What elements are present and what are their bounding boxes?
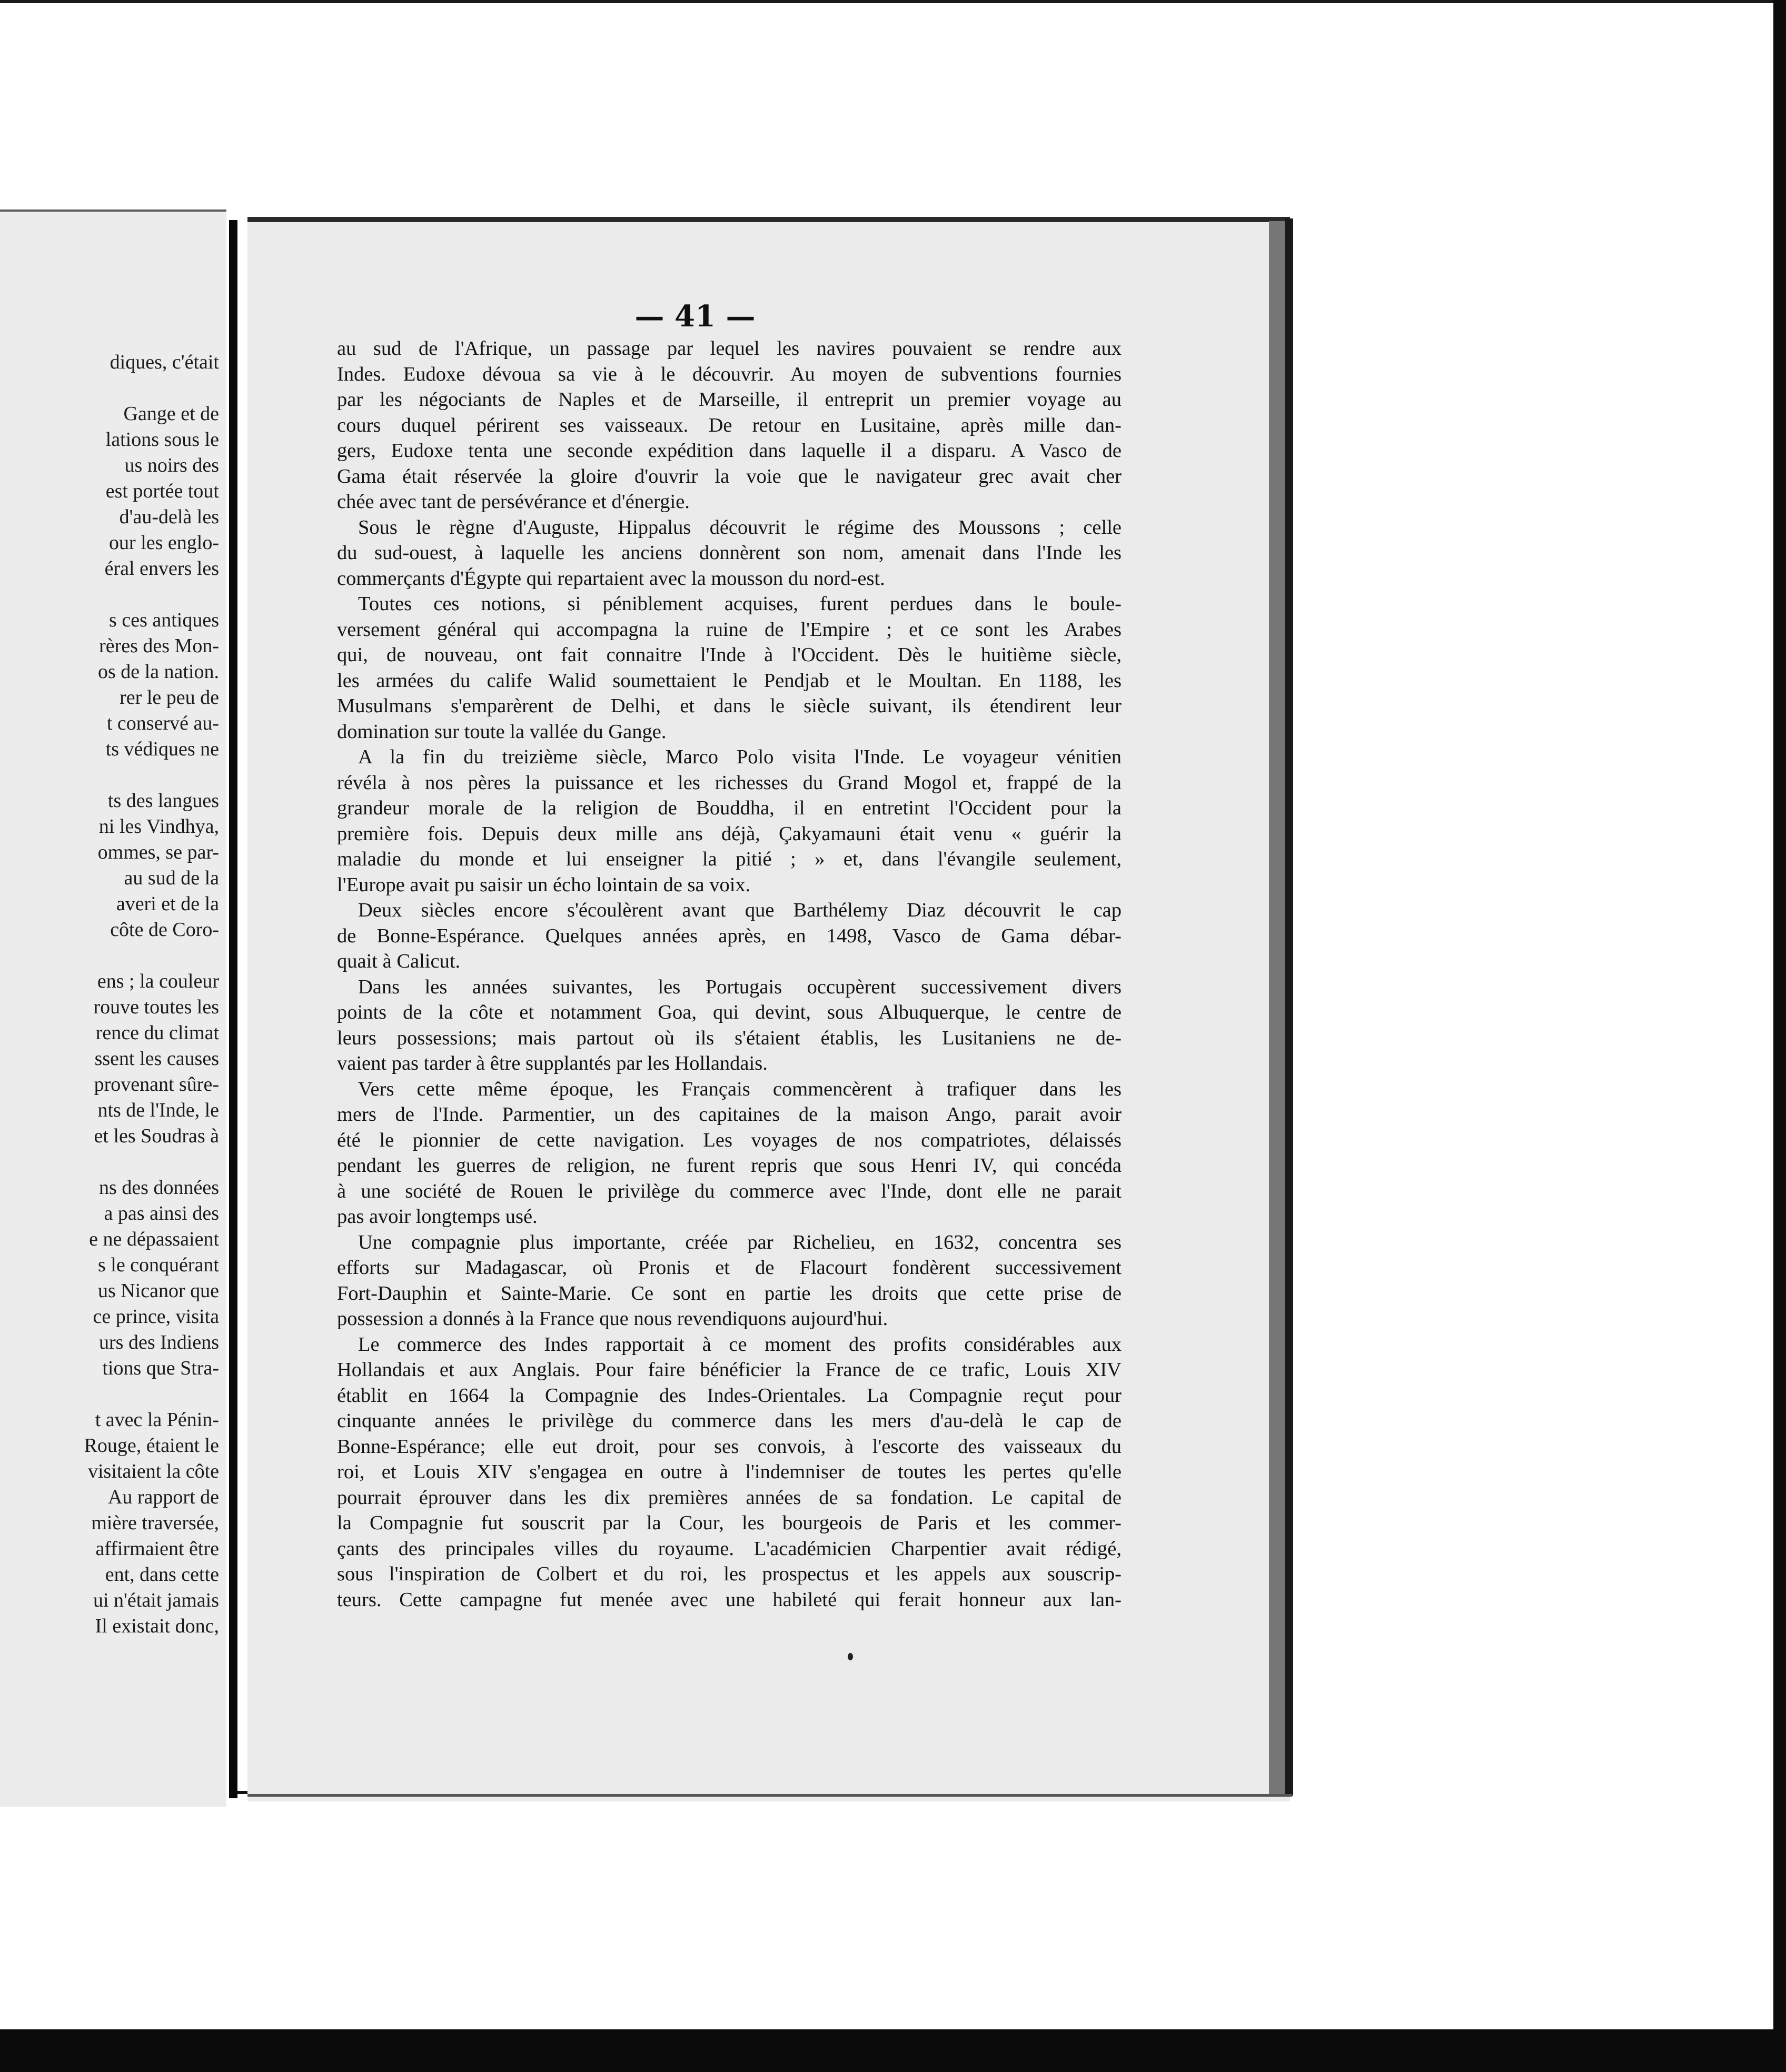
previous-page-line: ommes, se par- [97, 841, 219, 863]
previous-page-line: au sud de la [124, 867, 219, 889]
body-line: les armées du calife Walid soumettaient le Pendjab et le Moultan. En 1188, les [337, 669, 1122, 692]
previous-page-line: affirmaient être [95, 1538, 219, 1560]
previous-page-line [0, 582, 219, 607]
previous-page-line: urs des Indiens [99, 1331, 219, 1353]
previous-page-line: éral envers les [104, 557, 219, 580]
previous-page-line: t avec la Pénin- [95, 1409, 219, 1431]
binding-gutter-line [229, 220, 237, 1798]
previous-page-line: d'au-delà les [119, 506, 219, 528]
body-line: Bonne-Espérance; elle eut droit, pour ses convois, à l'escorte des vaisseaux du [337, 1435, 1122, 1458]
body-line: mers de l'Inde. Parmentier, un des capitaines de la maison Ango, parait avoir [337, 1103, 1122, 1125]
scan-right-border [1773, 0, 1786, 2072]
body-line: Une compagnie plus importante, créée par Richelieu, en 1632, concentra ses [358, 1231, 1122, 1253]
previous-page-line [0, 1381, 219, 1407]
body-text [337, 336, 1122, 1612]
body-line: Sous le règne d'Auguste, Hippalus découvrit le régime des Moussons ; celle [358, 516, 1122, 539]
body-line: roi, et Louis XIV s'engagea en outre à l'indemniser de toutes les pertes qu'elle [337, 1461, 1122, 1483]
previous-page-line: ns des données [99, 1177, 219, 1199]
body-line: Fort-Dauphin et Sainte-Marie. Ce sont en partie les droits que cette prise de [337, 1282, 1122, 1304]
scan-bottom-border [0, 2029, 1786, 2072]
previous-page-line: e ne dépassaient [89, 1228, 219, 1250]
body-line: pendant les guerres de religion, ne furent repris que sous Henri IV, qui concéda [337, 1154, 1122, 1177]
body-line: domination sur toute la vallée du Gange. [337, 720, 667, 743]
previous-page-line: os de la nation. [97, 661, 219, 683]
body-line: efforts sur Madagascar, où Pronis et de Flacourt fondèrent successivement [337, 1257, 1122, 1279]
body-line: maladie du monde et lui enseigner la pitié ; » et, dans l'évangile seulement, [337, 848, 1122, 870]
previous-page-line: ts des langues [107, 790, 219, 812]
body-line: grandeur morale de la religion de Bouddha, il en entretint l'Occident pour la [337, 797, 1122, 819]
previous-page-line: s le conquérant [97, 1254, 219, 1276]
body-line: du sud-ouest, à laquelle les anciens donnèrent son nom, amenait dans l'Inde les [337, 542, 1122, 564]
body-line: possession a donnés à la France que nous revendiquons aujourd'hui. [337, 1308, 888, 1330]
previous-page-line: our les englo- [109, 532, 219, 554]
previous-page-line: rer le peu de [120, 686, 219, 709]
previous-page-line: rence du climat [95, 1022, 219, 1044]
previous-page-line: est portée tout [105, 480, 219, 502]
previous-page-line [0, 943, 219, 969]
previous-page-line: ent, dans cette [105, 1563, 219, 1586]
body-line: Gama était réservée la gloire d'ouvrir la voie que le navigateur grec avait cher [337, 465, 1122, 487]
body-line: sous l'inspiration de Colbert et du roi, les prospectus et les appels aux souscrip- [337, 1563, 1122, 1585]
body-line: Le commerce des Indes rapportait à ce moment des profits considérables aux [358, 1333, 1122, 1356]
previous-page-line: t conservé au- [106, 712, 219, 734]
previous-page-line: provenant sûre- [94, 1073, 219, 1095]
previous-page-line: Au rapport de [107, 1486, 219, 1508]
body-line: leurs possessions; mais partout où ils s'étaient établis, les Lusitaniens ne de- [337, 1027, 1122, 1049]
previous-page-line: ui n'était jamais [93, 1589, 219, 1611]
body-line: A la fin du treizième siècle, Marco Polo visita l'Inde. Le voyageur vénitien [358, 746, 1122, 768]
body-line: révéla à nos pères la puissance et les richesses du Grand Mogol et, frappé de la [337, 771, 1122, 794]
previous-page-line: us noirs des [124, 454, 219, 476]
body-line: pas avoir longtemps usé. [337, 1206, 538, 1228]
body-line: Musulmans s'emparèrent de Delhi, et dans le siècle suivant, ils étendirent leur [337, 695, 1122, 717]
body-line: Vers cette même époque, les Français commencèrent à trafiquer dans les [358, 1078, 1122, 1100]
previous-page-line: rères des Mon- [99, 635, 219, 657]
body-line: çants des principales villes du royaume. L'académicien Charpentier avait rédigé, [337, 1537, 1122, 1560]
previous-page-line: s ces antiques [109, 609, 219, 631]
body-line: Indes. Eudoxe dévoua sa vie à le découvrir. Au moyen de subventions fournies [337, 363, 1122, 385]
previous-page-line: us Nicanor que [97, 1280, 219, 1302]
scan-top-border [0, 0, 1786, 3]
previous-page-line: ts védiques ne [105, 738, 219, 760]
previous-page-line: ssent les causes [94, 1048, 219, 1070]
previous-page-line: tions que Stra- [102, 1357, 219, 1379]
body-line: au sud de l'Afrique, un passage par lequel les navires pouvaient se rendre aux [337, 337, 1122, 360]
body-line: été le pionnier de cette navigation. Les voyages de nos compatriotes, délaissés [337, 1129, 1122, 1151]
previous-page-line: averi et de la [116, 893, 219, 915]
previous-page-line: rouve toutes les [93, 996, 219, 1018]
previous-page-text [0, 350, 219, 1639]
body-line: gers, Eudoxe tenta une seconde expédition dans laquelle il a disparu. A Vasco de [337, 440, 1122, 462]
body-line: points de la côte et notamment Goa, qui devint, sous Albuquerque, le centre de [337, 1001, 1122, 1023]
previous-page-line: côte de Coro- [110, 919, 219, 941]
previous-page-line [0, 762, 219, 788]
previous-page-line: ens ; la couleur [97, 970, 219, 992]
previous-page-line: diques, c'était [110, 351, 219, 373]
previous-page-line: lations sous le [105, 429, 219, 451]
previous-page-line: mière traversée, [91, 1512, 219, 1534]
page-number: — 41 — [634, 299, 756, 334]
body-line: versement général qui accompagna la ruine de l'Empire ; et ce sont les Arabes [337, 618, 1122, 641]
previous-page-line: a pas ainsi des [104, 1202, 219, 1224]
body-line: l'Europe avait pu saisir un écho lointain de sa voix. [337, 873, 751, 896]
body-line: cours duquel périrent ses vaisseaux. De retour en Lusitaine, après mille dan- [337, 414, 1122, 436]
previous-page-line [0, 375, 219, 401]
previous-page-line: Gange et de [123, 403, 219, 425]
body-line: de Bonne-Espérance. Quelques années après, en 1498, Vasco de Gama débar- [337, 924, 1122, 947]
previous-page-fragment [0, 210, 226, 1807]
body-line: vaient pas tarder à être supplantés par les Hollandais. [337, 1052, 768, 1074]
body-line: quait à Calicut. [337, 950, 461, 972]
previous-page-line: visitaient la côte [87, 1460, 219, 1482]
body-line: la Compagnie fut souscrit par la Cour, les bourgeois de Paris et les commer- [337, 1512, 1122, 1534]
previous-page-line: et les Soudras à [94, 1125, 219, 1147]
previous-page-line [0, 1149, 219, 1175]
body-line: qui, de nouveau, ont fait connaitre l'Inde à l'Occident. Dès le huitième siècle, [337, 644, 1122, 666]
body-line: à une société de Rouen le privilège du commerce avec l'Inde, dont elle ne parait [337, 1180, 1122, 1202]
previous-page-line: Rouge, étaient le [84, 1435, 219, 1457]
previous-page-line: nts de l'Inde, le [97, 1099, 219, 1121]
previous-page-line: ce prince, visita [93, 1306, 219, 1328]
body-line: Toutes ces notions, si péniblement acquises, furent perdues dans le boule- [358, 593, 1122, 615]
body-line: Deux siècles encore s'écoulèrent avant que Barthélemy Diaz découvrit le cap [358, 899, 1122, 921]
body-line: établit en 1664 la Compagnie des Indes-Orientales. La Compagnie reçut pour [337, 1384, 1122, 1407]
previous-page-line: Il existait donc, [95, 1615, 219, 1637]
body-line: commerçants d'Égypte qui repartaient avec la mousson du nord-est. [337, 567, 885, 590]
body-line: première fois. Depuis deux mille ans déjà, Çakyamauni était venu « guérir la [337, 822, 1122, 845]
page-edge-shadow [1269, 221, 1285, 1795]
page-bottom-edge [247, 1794, 1292, 1797]
page-edge [1285, 218, 1293, 1796]
body-line: teurs. Cette campagne fut menée avec une habileté qui ferait honneur aux lan- [337, 1588, 1122, 1611]
body-line: par les négociants de Naples et de Marseille, il entreprit un premier voyage au [337, 388, 1122, 411]
body-line: Hollandais et aux Anglais. Pour faire bénéficier la France de ce trafic, Louis XIV [337, 1359, 1122, 1381]
ink-speck [848, 1653, 853, 1660]
body-line: cinquante années le privilège du commerce dans les mers d'au-delà le cap de [337, 1410, 1122, 1432]
body-line: pourrait éprouver dans les dix premières années de sa fondation. Le capital de [337, 1486, 1122, 1509]
body-line: chée avec tant de persévérance et d'énergie. [337, 491, 690, 513]
previous-page-line: ni les Vindhya, [98, 815, 219, 838]
body-line: Dans les années suivantes, les Portugais occupèrent successivement divers [358, 975, 1122, 998]
